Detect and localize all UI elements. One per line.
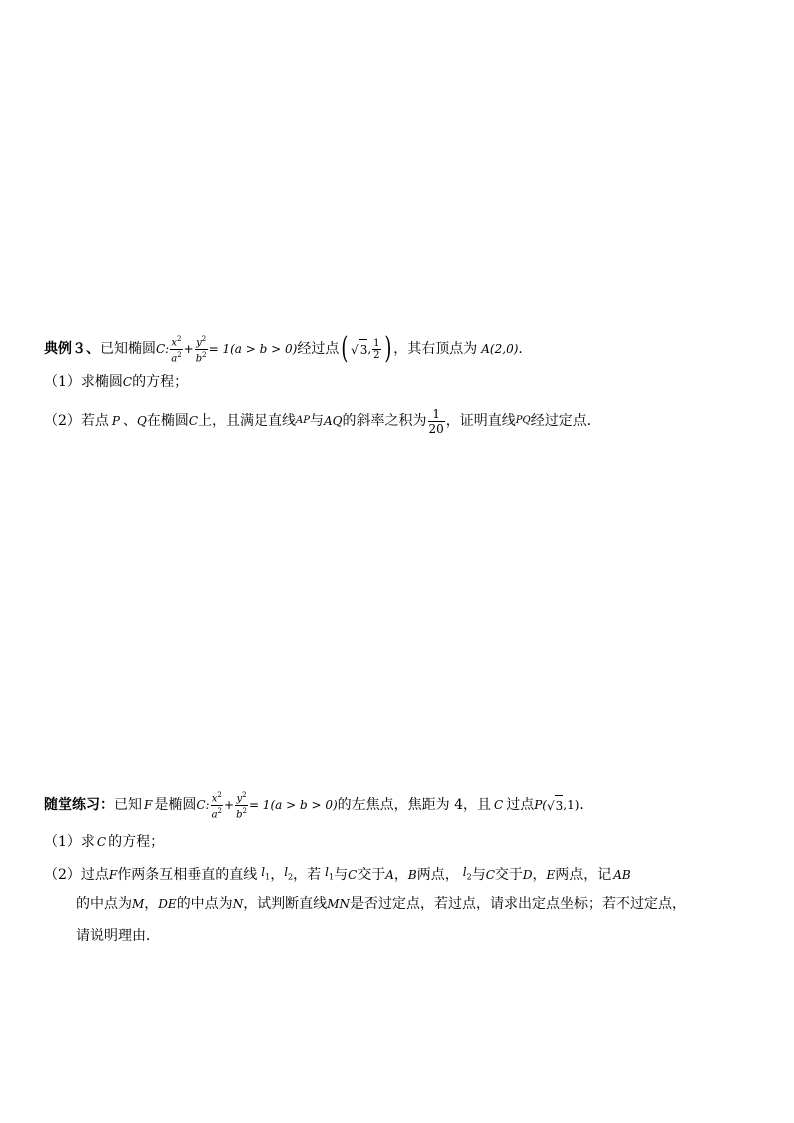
ellipse-condition: = 1(a > b > 0): [208, 342, 298, 356]
practice-question-1: （1）求 C 的方程；: [44, 834, 165, 850]
fraction-y2-b2: $\frac{y^2}{b^2}$: [195, 335, 207, 364]
practice-label: 随堂练习：: [44, 797, 114, 813]
practice-statement: 随堂练习： 已知 F 是椭圆 C: $\frac{x^2}{a^2}$ + $\frac{y^2}{b^2}$ = 1(a > b > 0) 的左焦点，焦距为 4，且 C 过点 P( √ 3 ,1) ．: [44, 791, 594, 820]
ellipse-name: C:: [156, 342, 170, 356]
practice-question-2-line-2: 的中点为 M ， DE 的中点为 N ，试判断直线 MN 是否过定点，若过点，请求出定点坐标；若不过定点，: [76, 896, 686, 912]
example3-question-1: （1）求椭圆 C 的方程；: [44, 374, 189, 390]
practice-fraction-x2-a2: $\frac{x^2}{a^2}$: [211, 791, 222, 820]
practice-question-2-line-3: 请说明理由．: [76, 928, 160, 944]
fraction-one-half: $\frac{1}{2}$: [373, 337, 380, 361]
example3-question-2: （2）若点 P 、 Q 在椭圆 C 上，且满足直线 AP 与 AQ 的斜率之积为 $\frac{1}{20}$ ，证明直线 PQ 经过定点．: [44, 406, 601, 436]
vertex-text: ，其右顶点为: [393, 341, 478, 357]
practice-fraction-y2-b2: $\frac{y^2}{b^2}$: [236, 791, 247, 820]
vertex-point: A(2,0): [481, 342, 519, 356]
example3-statement: 典例３、 已知椭圆 C: $\frac{x^2}{a^2}$ + $\frac{y^2}{b^2}$ = 1(a > b > 0) 经过点 ( √ 3 , $\frac{1}{2}$ ) ，其右顶点为 A(2,0) ．: [44, 331, 533, 366]
fraction-x2-a2: $\frac{x^2}{a^2}$: [171, 335, 182, 364]
practice-sqrt-3: √ 3: [547, 795, 563, 816]
example3-label: 典例３、: [44, 341, 100, 357]
passes-text: 经过点: [297, 341, 340, 357]
fraction-one-twentieth: $\frac{1}{20}$: [428, 406, 444, 436]
practice-question-2-line-1: （2）过点 F 作两条互相垂直的直线 $l_1$ ， $l_2$ ，若 $l_1$ 与 C 交于 A ， B 两点， $l_2$ 与 C 交于 D ， E 两点，记 AB: [44, 865, 631, 883]
sqrt-3: √ 3: [351, 339, 367, 360]
example3-intro: 已知椭圆: [100, 341, 156, 357]
